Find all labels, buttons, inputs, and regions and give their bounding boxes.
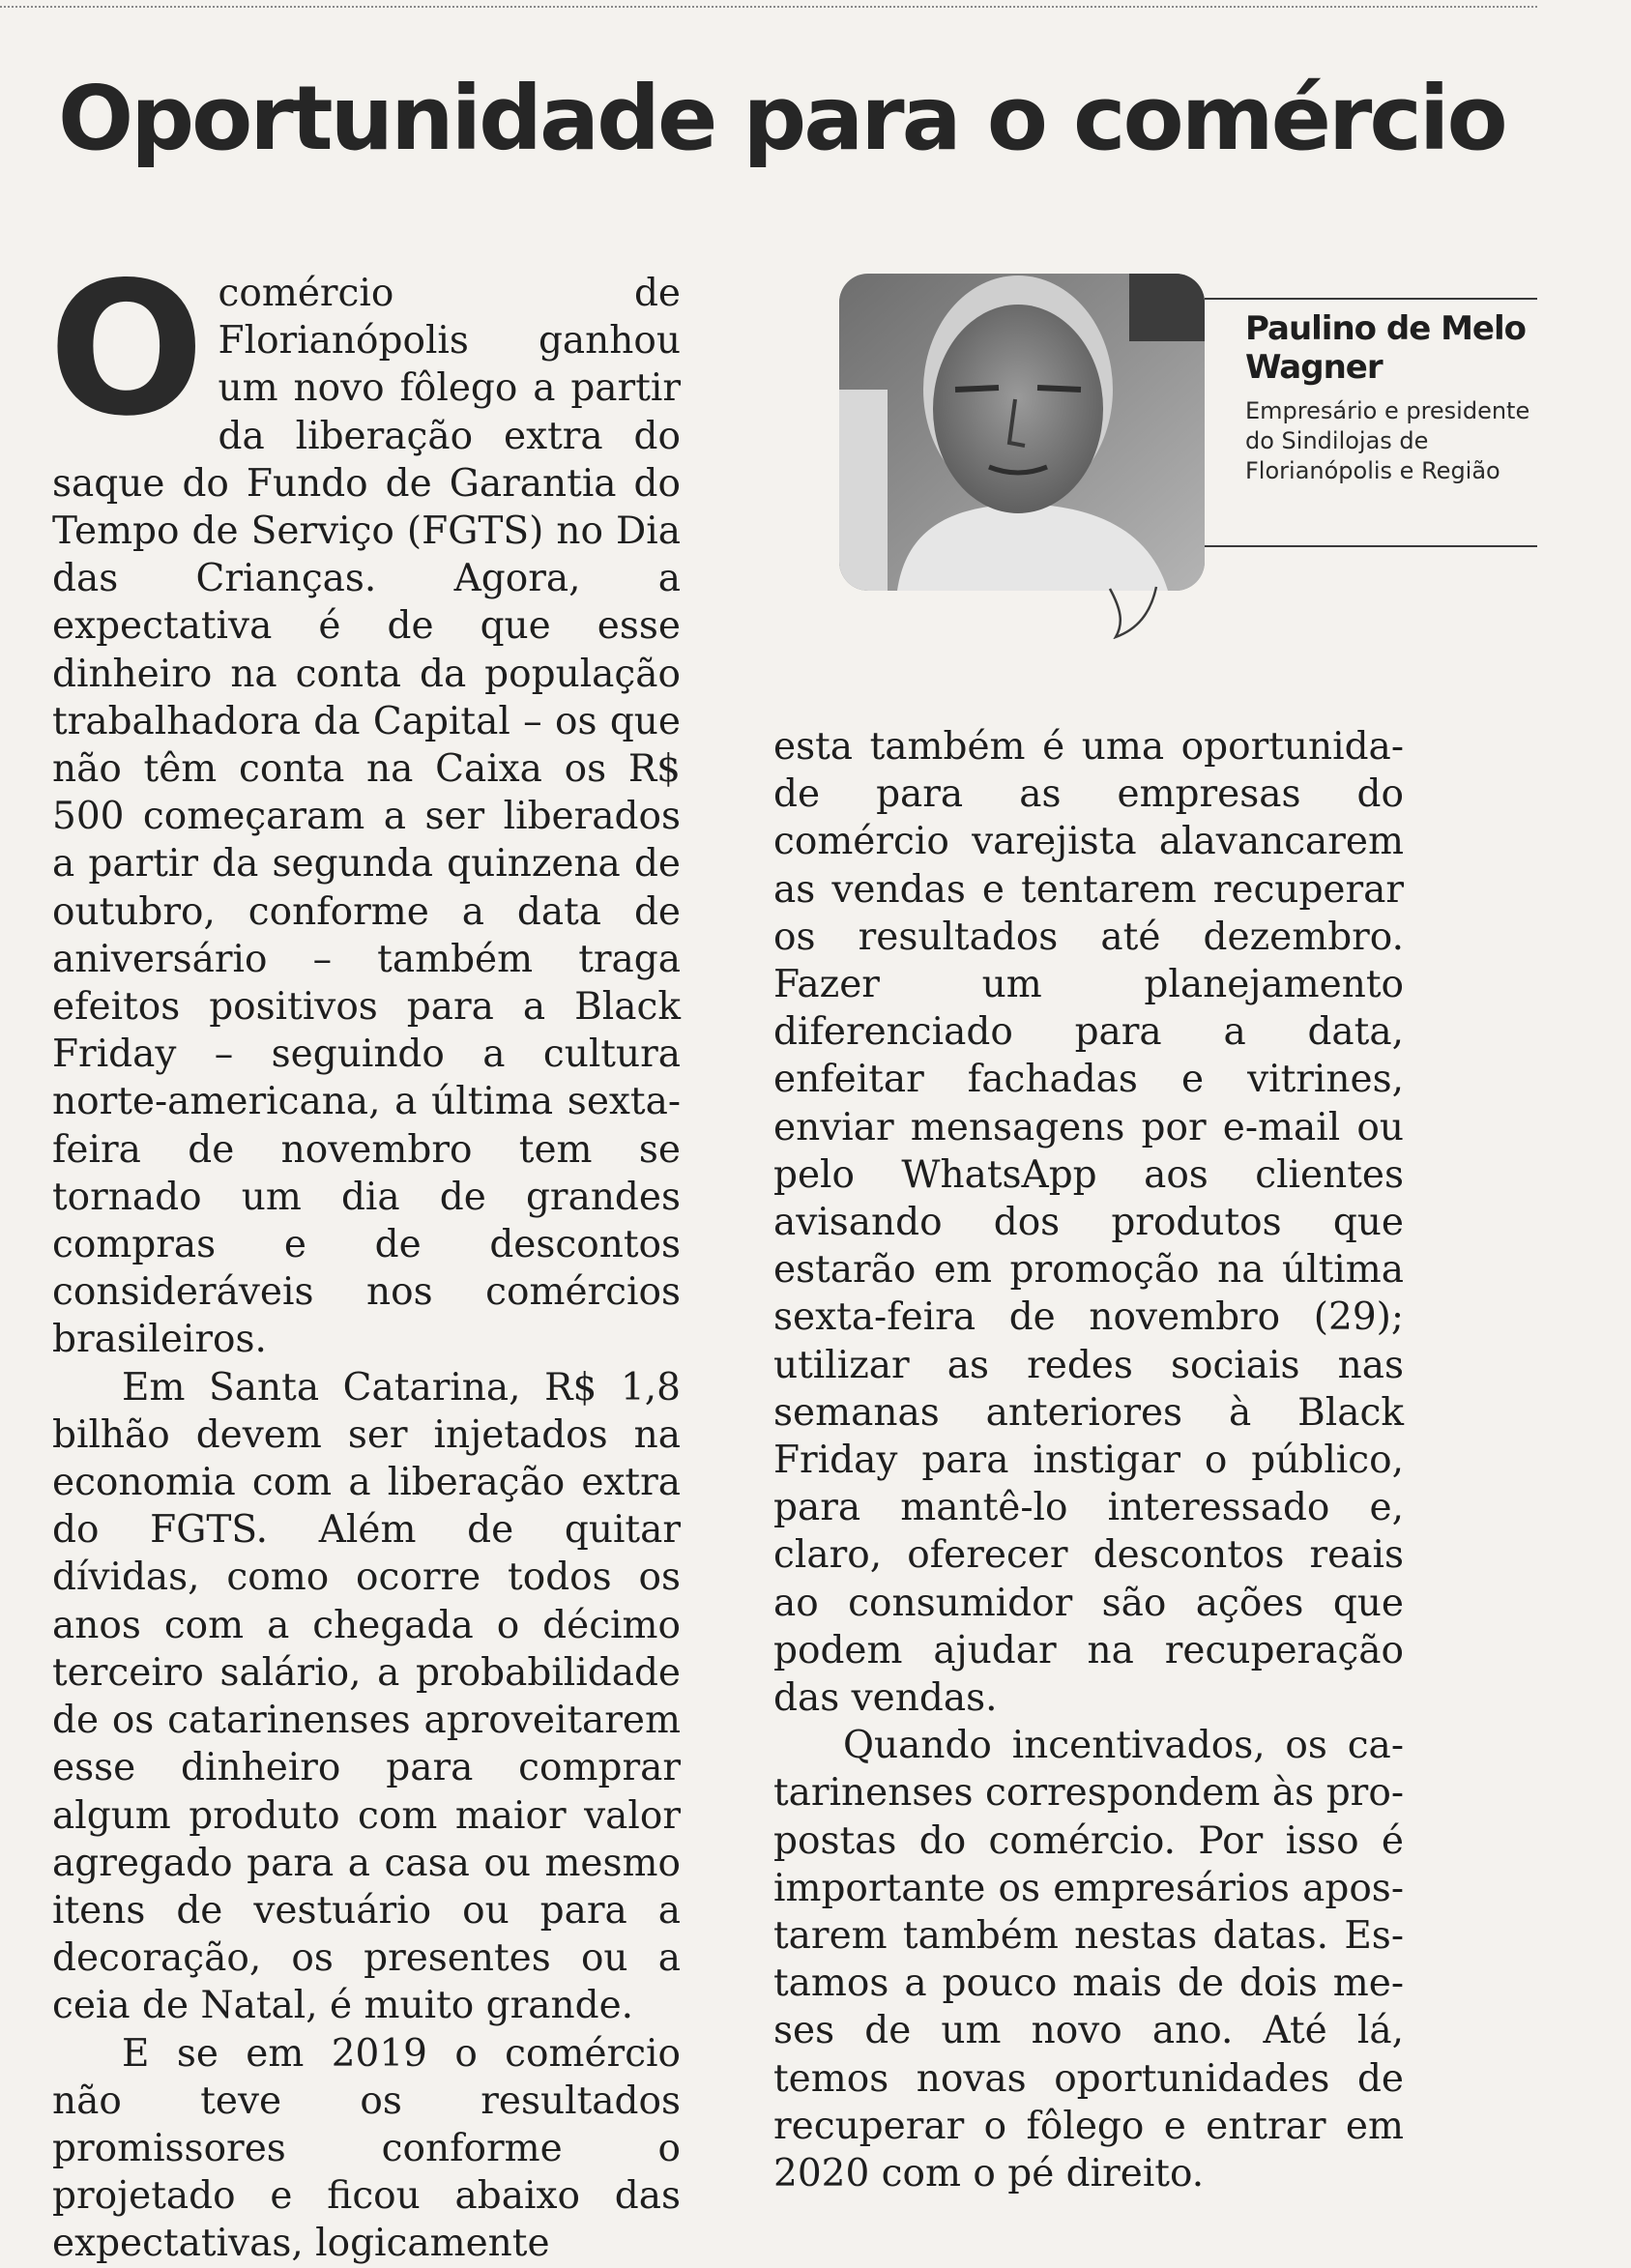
paragraph-closing: Quando incentivados, os catarinenses correspondem às propostas do comércio. Por isso é importante os empresários apostarem também nestas datas. Estamos a pouco mais de dois meses de um novo ano. Até lá, temos novas oportunidades de recuperar o fôlego e entrar em 2020 com o pé direito.: [773, 1724, 1404, 2196]
article-left-column: [48, 243, 681, 2268]
author-portrait-icon: [839, 274, 1205, 591]
paragraph-2019: E se em 2019 o comércio não teve os resultados promissores conforme o projetado e ficou abaixo das expectativas, logicamente: [52, 2031, 681, 2266]
author-rule-bottom: [1205, 545, 1537, 547]
article-right-column: [773, 723, 1404, 2197]
author-photo: [839, 274, 1205, 591]
paragraph-santa-catarina: Em Santa Catarina, R$ 1,8 bilhão devem ser injetados na economia com a liberação extra do FGTS. Além de quitar dívidas, como ocorre todos os anos com a chegada o décimo terceiro salário, a probabilidade de os catarinenses aproveitarem esse dinheiro para comprar algum produto com maior valor agregado para a casa ou mesmo itens de vestuário ou para a decoração, os presentes ou a ceia de Natal, é muito grande.: [52, 1365, 681, 2028]
author-box: [839, 274, 1539, 655]
paragraph-lead: [48, 243, 681, 1364]
author-role: Empresário e presidente do Sindilojas de Florianópolis e Região: [1245, 397, 1530, 484]
paragraph-lead-text: comércio de Florianópolis ganhou um novo fôlego a partir da liberação extra do saque do Fundo de Garantia do Tempo de Serviço (FGTS) no Dia das Crianças. Agora, a expectativa é de que esse dinheiro na conta da população trabalhadora da Capital – os que não têm conta na Caixa os R$ 500 começaram a ser liberados a partir da segunda quinzena de outubro, conforme a data de aniversário – também traga efeitos positivos para a Black Friday – seguindo a cultura norte-americana, a última sexta-feira de novembro tem se tornado um dia de grandes compras e de descontos consideráveis nos comércios brasileiros.: [52, 272, 681, 1362]
author-name: Paulino de Melo Wagner: [1245, 309, 1527, 387]
paragraph-continuation: esta também é uma oportunidade para as empresas do comércio varejista alavancarem as vendas e tentarem recuperar os resultados até dezembro. Fazer um planejamento diferenciado para a data, enfeitar fachadas e vitrines, enviar mensagens por e-mail ou pelo WhatsApp aos clientes avisando dos produtos que estarão em promoção na última sexta-feira de novembro (29); utilizar as redes sociais nas semanas anteriores à Black Friday para instigar o público, para mantê-lo interessado e, claro, oferecer descontos reais ao consumidor são ações que podem ajudar na recuperação das vendas.: [773, 725, 1404, 1721]
top-dotted-rule: [0, 6, 1537, 8]
speech-bubble-tail-icon: [1108, 581, 1166, 639]
author-rule-top: [1205, 298, 1537, 300]
headline: Oportunidade para o comércio: [58, 67, 1505, 170]
drop-cap: O: [48, 243, 205, 456]
